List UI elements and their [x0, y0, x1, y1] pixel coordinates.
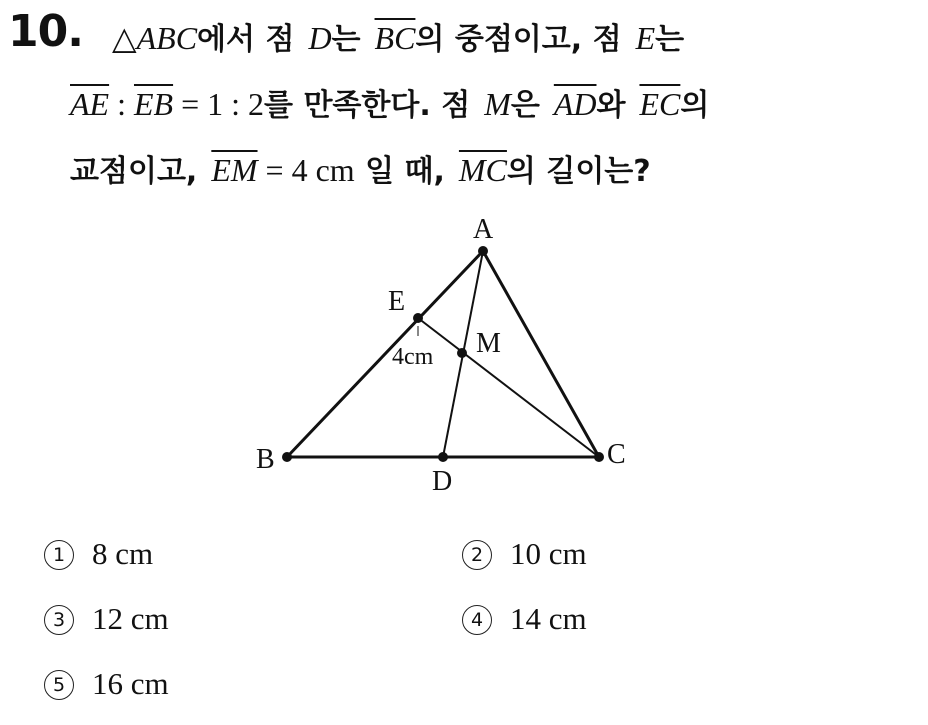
text-segment: 교점이고, — [70, 154, 198, 189]
choice-2[interactable] — [462, 536, 587, 572]
point-c — [594, 452, 604, 462]
ratio-value: = 1 : 2 — [173, 86, 265, 122]
text-segment: 는 — [331, 22, 361, 57]
label-e: E — [388, 286, 406, 317]
choice-text: 16 cm — [92, 666, 169, 701]
segment-em: $\overline{EM}$ — [211, 152, 258, 188]
segment-ec: $\overline{EC}$ — [639, 86, 681, 122]
choice-5[interactable] — [44, 666, 169, 702]
text-segment: 의 중점이고, 점 — [415, 22, 622, 57]
label-a: A — [473, 214, 494, 245]
label-m: M — [476, 328, 501, 359]
point-e — [413, 313, 423, 323]
label-c: C — [607, 439, 626, 470]
text-segment: 의 길이는? — [506, 154, 651, 189]
text-segment: 는 — [655, 22, 685, 57]
choice-text: 14 cm — [510, 601, 587, 636]
label-d: D — [432, 466, 453, 497]
choice-mark-2: 2 — [462, 540, 492, 570]
label-b: B — [256, 444, 275, 475]
point-d — [438, 452, 448, 462]
ratio-colon: : — [109, 86, 134, 122]
choice-1[interactable] — [44, 536, 153, 572]
unit-cm: cm — [315, 152, 355, 188]
triangle-symbol: △ — [112, 20, 137, 56]
text-segment: 에서 점 — [197, 22, 295, 57]
text-segment: 의 — [680, 88, 710, 123]
question-line-3 — [70, 146, 651, 190]
segment-bc: $\overline{BC}$ — [374, 20, 416, 56]
choice-text: 8 cm — [92, 536, 154, 571]
choice-3[interactable] — [44, 601, 169, 637]
segment-ad: $\overline{AD}$ — [553, 86, 597, 122]
question-line-2 — [70, 80, 709, 124]
question-line-1 — [112, 14, 684, 58]
choice-mark-3: 3 — [44, 605, 74, 635]
choice-text: 10 cm — [510, 536, 587, 571]
segment-ec-line — [418, 318, 599, 457]
point-a — [478, 246, 488, 256]
text-segment: 일 때, — [354, 154, 445, 189]
math-d: D — [308, 20, 332, 56]
point-m — [457, 348, 467, 358]
math-e: E — [635, 20, 656, 56]
segment-ae: $\overline{AE}$ — [70, 86, 110, 122]
text-segment: 를 만족한다. 점 — [264, 88, 471, 123]
side-ab — [287, 251, 483, 457]
choice-mark-1: 1 — [44, 540, 74, 570]
em-length-label: 4cm — [392, 344, 434, 370]
text-segment: 은 — [510, 88, 540, 123]
segment-mc: $\overline{MC}$ — [458, 152, 507, 188]
segment-eb: $\overline{EB}$ — [133, 86, 174, 122]
question-number: 10. — [8, 6, 83, 57]
choice-mark-4: 4 — [462, 605, 492, 635]
triangle-figure — [240, 210, 660, 500]
choice-4[interactable] — [462, 601, 587, 637]
math-m: M — [484, 86, 511, 122]
em-equals: = 4 — [257, 152, 316, 188]
math-abc: ABC — [136, 20, 198, 56]
choice-text: 12 cm — [92, 601, 169, 636]
point-b — [282, 452, 292, 462]
choice-mark-5: 5 — [44, 670, 74, 700]
text-segment: 와 — [596, 88, 626, 123]
